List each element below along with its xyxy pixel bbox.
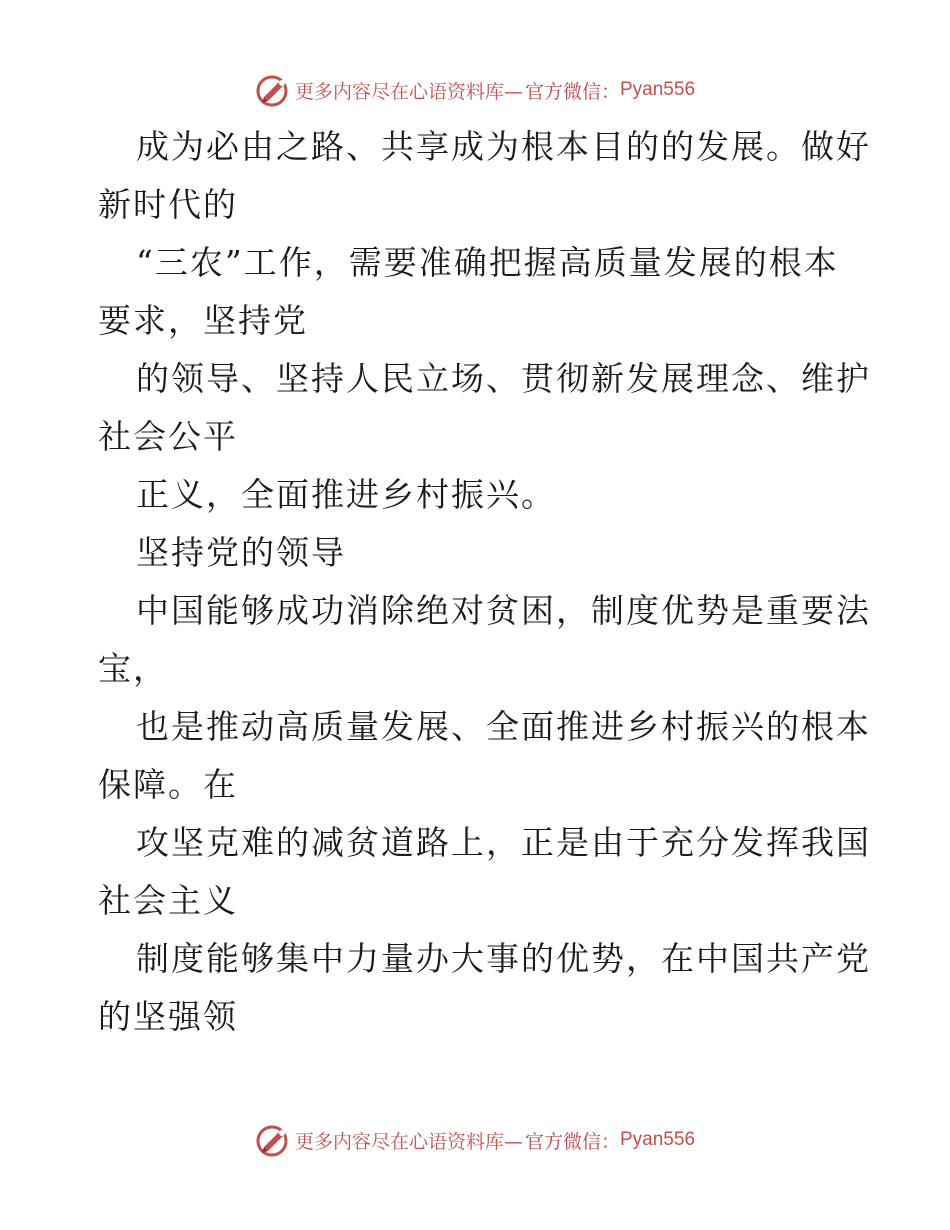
body-line: 成为必由之路、共享成为根本目的的发展。做好 <box>136 127 871 166</box>
body-line: 也是推动高质量发展、全面推进乡村振兴的根本 <box>136 707 871 746</box>
document-body <box>98 118 871 1046</box>
footer-library-text: 更多内容尽在心语资料库— <box>294 1130 523 1153</box>
header-library-text: 更多内容尽在心语资料库— <box>294 80 523 103</box>
body-line: 中国能够成功消除绝对贫困，制度优势是重要法 <box>136 591 871 630</box>
body-line: 攻坚克难的减贫道路上，正是由于充分发挥我国 <box>136 823 871 862</box>
section-heading: 坚持党的领导 <box>136 533 346 572</box>
body-line: 社会公平 <box>98 417 238 456</box>
body-line: 的坚强领 <box>98 997 238 1036</box>
body-line: 制度能够集中力量办大事的优势，在中国共产党 <box>136 939 871 978</box>
pen-logo-icon <box>255 72 291 108</box>
header-wechat-label: 官方微信： <box>524 80 620 103</box>
footer-wechat-label: 官方微信： <box>524 1130 620 1153</box>
header-wechat-id: Pyan556 <box>620 79 696 100</box>
footer-wechat-id: Pyan556 <box>620 1129 696 1150</box>
footer-banner <box>0 1120 950 1160</box>
header-banner <box>0 70 950 110</box>
body-line: 宝， <box>98 649 168 688</box>
body-line: 新时代的 <box>98 185 238 224</box>
body-line: 社会主义 <box>98 881 238 920</box>
body-line: 要求，坚持党 <box>98 301 308 340</box>
pen-logo-icon <box>255 1122 291 1158</box>
body-line: 的领导、坚持人民立场、贯彻新发展理念、维护 <box>136 359 871 398</box>
body-line: 保障。在 <box>98 765 238 804</box>
body-line: “三农”工作，需要准确把握高质量发展的根本 <box>136 243 839 282</box>
body-line: 正义，全面推进乡村振兴。 <box>136 475 556 514</box>
